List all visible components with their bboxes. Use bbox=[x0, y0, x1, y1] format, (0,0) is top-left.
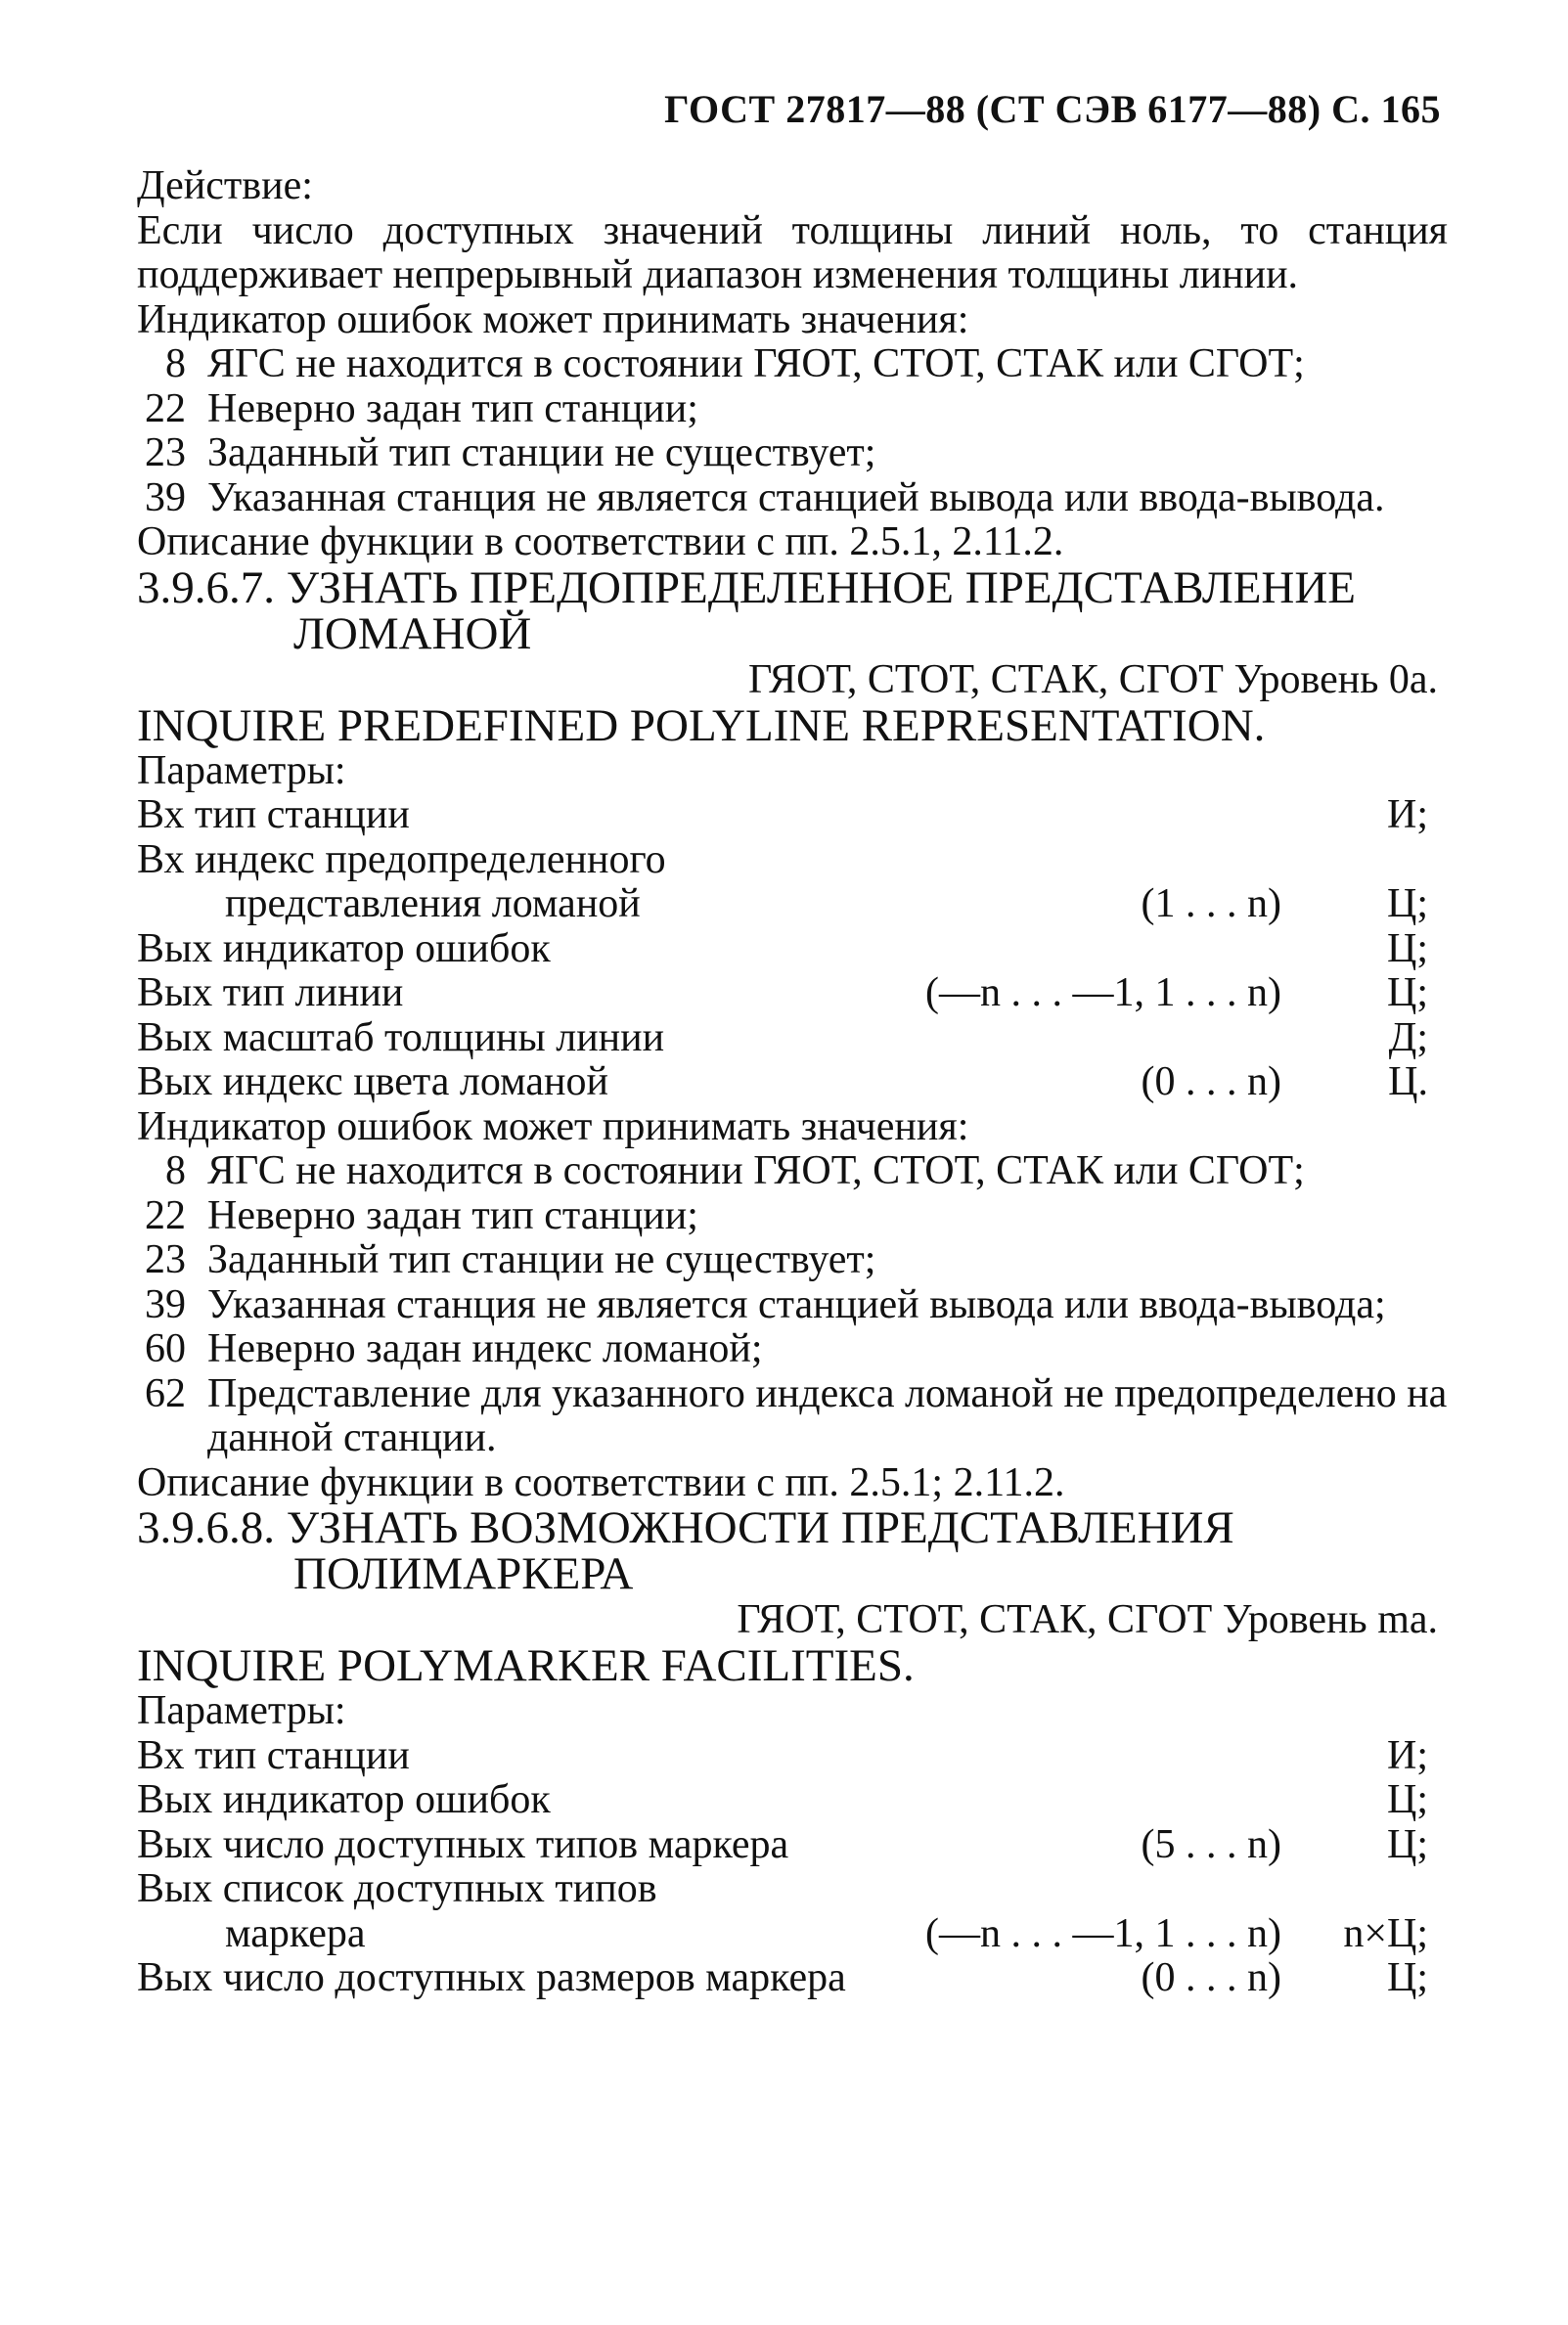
error-text: Указанная станция не является станцией вывода или ввода-вывода. bbox=[207, 474, 1385, 520]
param-type: Д; bbox=[1388, 1014, 1428, 1060]
param-name: Вых число доступных размеров маркера bbox=[137, 1955, 846, 2000]
error-item bbox=[137, 1149, 1448, 1194]
param-type: И; bbox=[1387, 1732, 1428, 1778]
param-type: Ц; bbox=[1387, 970, 1428, 1015]
param-name: представления ломаной bbox=[225, 881, 641, 926]
errors-intro: Индикатор ошибок может принимать значения: bbox=[137, 1103, 969, 1149]
param-row bbox=[137, 1823, 1448, 1868]
param-row bbox=[137, 1016, 1448, 1061]
error-text: Заданный тип станции не существует; bbox=[207, 1237, 876, 1282]
param-type: Ц. bbox=[1388, 1059, 1428, 1104]
param-range: (—n . . . —1, 1 . . . n) bbox=[925, 1910, 1281, 1956]
param-row bbox=[137, 971, 1448, 1016]
params-label: Параметры: bbox=[137, 1688, 346, 1733]
section-levels: ГЯОТ, СТОТ, СТАК, СГОТ Уровень 0а. bbox=[747, 656, 1438, 702]
param-row bbox=[137, 838, 1448, 883]
param-row bbox=[137, 1060, 1448, 1105]
error-code: 8 bbox=[165, 1148, 186, 1193]
page-header: ГОСТ 27817—88 (СТ СЭВ 6177—88) С. 165 bbox=[664, 87, 1441, 131]
section-title: УЗНАТЬ ВОЗМОЖНОСТИ ПРЕДСТАВЛЕНИЯ bbox=[286, 1502, 1234, 1553]
error-code: 23 bbox=[145, 1237, 186, 1282]
error-item bbox=[137, 476, 1448, 521]
error-text: Представление для указанного индекса ломаной не предопределено на данной станции. bbox=[207, 1370, 1448, 1460]
param-name: Вых масштаб толщины линии bbox=[137, 1014, 665, 1060]
param-row bbox=[137, 927, 1448, 972]
param-name: Вх индекс предопределенного bbox=[137, 836, 666, 882]
error-text: Неверно задан индекс ломаной; bbox=[207, 1326, 763, 1371]
param-type: Ц; bbox=[1387, 1777, 1428, 1822]
param-row bbox=[137, 1912, 1448, 1957]
param-name: маркера bbox=[225, 1910, 366, 1956]
section-english-title: INQUIRE POLYMARKER FACILITIES. bbox=[137, 1640, 915, 1691]
param-range: (5 . . . n) bbox=[1141, 1821, 1281, 1867]
errors-intro: Индикатор ошибок может принимать значения: bbox=[137, 296, 969, 342]
section-number: 3.9.6.7. bbox=[137, 561, 275, 613]
param-row bbox=[137, 1778, 1448, 1823]
function-description: Описание функции в соответствии с пп. 2.5.1; 2.11.2. bbox=[137, 1459, 1065, 1505]
error-code: 22 bbox=[145, 1192, 186, 1238]
error-text: Неверно задан тип станции; bbox=[207, 1192, 698, 1238]
error-item bbox=[137, 1372, 1448, 1461]
error-item bbox=[137, 431, 1448, 476]
error-item bbox=[137, 342, 1448, 387]
action-label: Действие: bbox=[137, 163, 313, 208]
section-levels: ГЯОТ, СТОТ, СТАК, СГОТ Уровень mа. bbox=[737, 1597, 1438, 1642]
param-type: Ц; bbox=[1387, 1955, 1428, 2000]
param-name: Вых число доступных типов маркера bbox=[137, 1821, 789, 1867]
param-name: Вх тип станции bbox=[137, 1732, 410, 1778]
param-name: Вых индекс цвета ломаной bbox=[137, 1059, 608, 1104]
error-code: 60 bbox=[145, 1326, 186, 1371]
param-type: n×Ц; bbox=[1343, 1910, 1428, 1956]
error-code: 39 bbox=[145, 474, 186, 520]
error-code: 39 bbox=[145, 1281, 186, 1327]
error-code: 23 bbox=[145, 430, 186, 475]
section-title-cont: ПОЛИМАРКЕРА bbox=[293, 1548, 634, 1599]
section-heading bbox=[137, 1502, 1448, 1599]
page-content bbox=[137, 164, 1448, 2001]
section-english-title: INQUIRE PREDEFINED POLYLINE REPRESENTATION. bbox=[137, 699, 1266, 751]
section-number: 3.9.6.8. bbox=[137, 1502, 275, 1553]
section-title-cont: ЛОМАНОЙ bbox=[293, 607, 532, 659]
error-item bbox=[137, 387, 1448, 432]
param-range: (0 . . . n) bbox=[1141, 1059, 1281, 1104]
param-type: Ц; bbox=[1387, 881, 1428, 926]
function-description: Описание функции в соответствии с пп. 2.5.1, 2.11.2. bbox=[137, 519, 1064, 564]
error-item bbox=[137, 1194, 1448, 1239]
error-text: Неверно задан тип станции; bbox=[207, 385, 698, 431]
error-item bbox=[137, 1283, 1448, 1328]
error-text: ЯГС не находится в состоянии ГЯОТ, СТОТ, СТАК или СГОТ; bbox=[207, 341, 1305, 386]
error-code: 22 bbox=[145, 385, 186, 431]
error-code: 8 bbox=[165, 341, 186, 386]
param-row bbox=[137, 1867, 1448, 1912]
param-name: Вых индикатор ошибок bbox=[137, 1777, 551, 1822]
param-row bbox=[137, 1956, 1448, 2001]
section-heading bbox=[137, 561, 1448, 659]
param-row bbox=[137, 882, 1448, 927]
error-item bbox=[137, 1238, 1448, 1283]
param-name: Вх тип станции bbox=[137, 792, 410, 837]
params-label: Параметры: bbox=[137, 747, 346, 793]
param-name: Вых тип линии bbox=[137, 970, 404, 1015]
param-row bbox=[137, 1734, 1448, 1779]
param-type: Ц; bbox=[1387, 925, 1428, 971]
param-type: Ц; bbox=[1387, 1821, 1428, 1867]
param-name: Вых индикатор ошибок bbox=[137, 925, 551, 971]
error-text: Заданный тип станции не существует; bbox=[207, 430, 876, 475]
param-range: (1 . . . n) bbox=[1141, 881, 1281, 926]
param-range: (—n . . . —1, 1 . . . n) bbox=[925, 970, 1281, 1015]
action-text: Если число доступных значений толщины линий ноль, то станция поддерживает непрерывный диапазон изменения толщины линии. bbox=[137, 207, 1448, 297]
error-text: Указанная станция не является станцией вывода или ввода-вывода; bbox=[207, 1281, 1386, 1327]
error-code: 62 bbox=[145, 1370, 186, 1416]
section-title: УЗНАТЬ ПРЕДОПРЕДЕЛЕННОЕ ПРЕДСТАВЛЕНИЕ bbox=[286, 561, 1357, 613]
param-name: Вых список доступных типов bbox=[137, 1866, 657, 1911]
error-item bbox=[137, 1327, 1448, 1372]
error-text: ЯГС не находится в состоянии ГЯОТ, СТОТ, СТАК или СГОТ; bbox=[207, 1148, 1305, 1193]
param-type: И; bbox=[1387, 792, 1428, 837]
param-row bbox=[137, 793, 1448, 838]
param-range: (0 . . . n) bbox=[1141, 1955, 1281, 2000]
